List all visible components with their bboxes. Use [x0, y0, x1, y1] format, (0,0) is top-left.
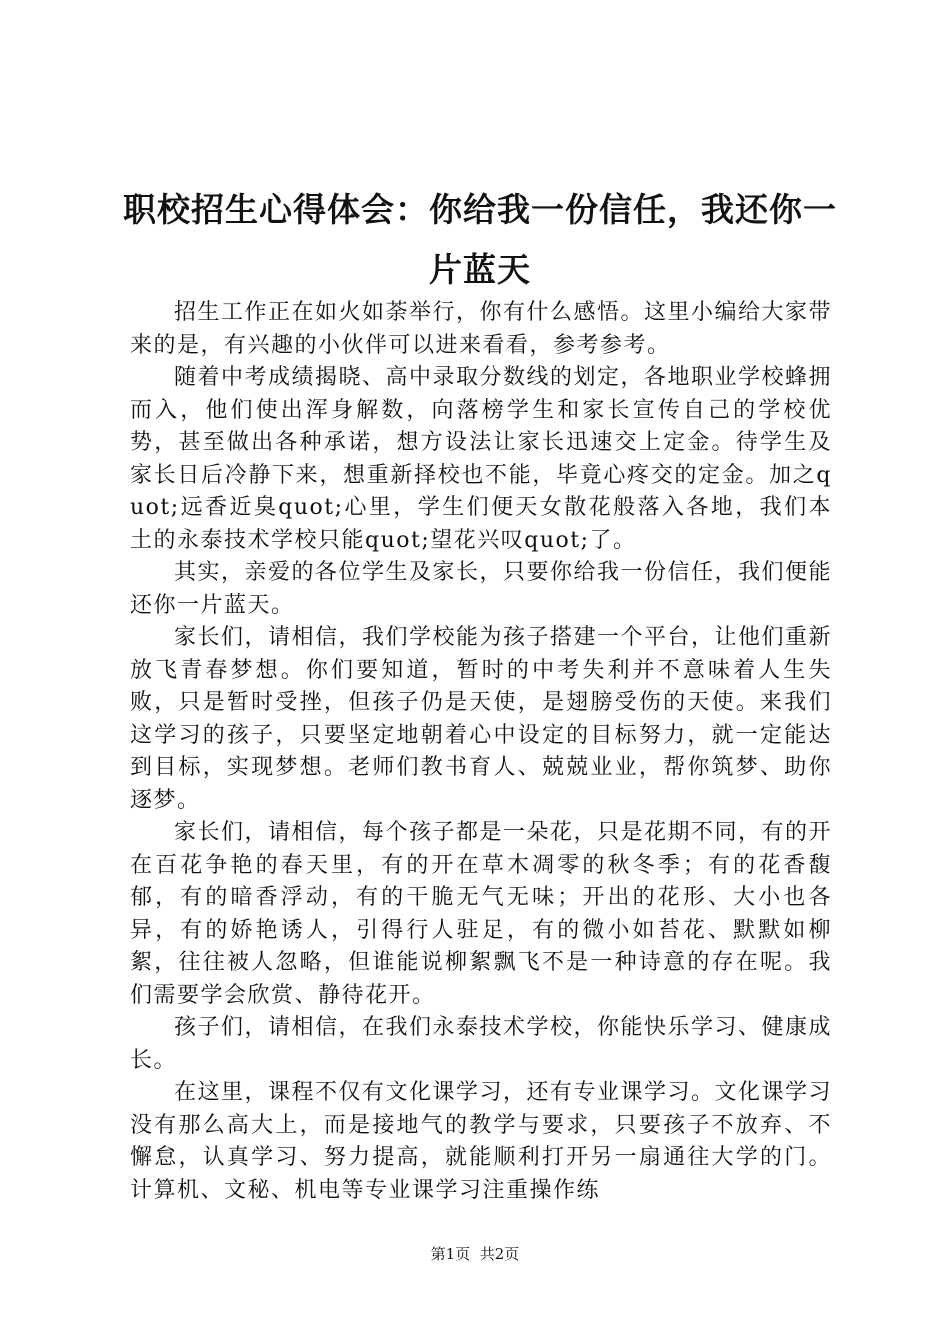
paragraph-7: 在这里，课程不仅有文化课学习，还有专业课学习。文化课学习没有那么高大上，而是接地气的教学与要求，只要孩子不放弃、不懈怠，认真学习、努力提高，就能顺利打开另一扇通往大学的门。计算机、文秘、机电等专业课学习注重操作练: [130, 1080, 833, 1203]
footer-spacer: [470, 1245, 480, 1263]
paragraph-1: 招生工作正在如火如荼举行，你有什么感悟。这里小编给大家带来的是，有兴趣的小伙伴可以进来看看，参考参考。: [130, 300, 833, 358]
paragraph-4: 家长们，请相信，我们学校能为孩子搭建一个平台，让他们重新放飞青春梦想。你们要知道，暂时的中考失利并不意味着人生失败，只是暂时受挫，但孩子仍是天使，是翅膀受伤的天使。来我们这学习的孩子，只要坚定地朝着心中设定的目标努力，就一定能达到目标，实现梦想。老师们教书育人、兢兢业业，帮你筑梦、助你逐梦。: [130, 625, 833, 813]
page-title: 职校招生心得体会：你给我一份信任，我还你一片蓝天: [123, 190, 837, 289]
document-body: [130, 297, 832, 1207]
paragraph-6: 孩子们，请相信，在我们永泰技术学校，你能快乐学习、健康成长。: [130, 1015, 833, 1073]
paragraph-3: 其实，亲爱的各位学生及家长，只要你给我一份信任，我们便能还你一片蓝天。: [130, 560, 833, 618]
page-total: 共2页: [479, 1245, 520, 1263]
page-footer: [0, 1244, 950, 1264]
paragraph-2: 随着中考成绩揭晓、高中录取分数线的划定，各地职业学校蜂拥而入，他们使出浑身解数，向落榜学生和家长宣传自己的学校优势，甚至做出各种承诺，想方设法让家长迅速交上定金。待学生及家长日后冷静下来，想重新择校也不能，毕竟心疼交的定金。加之quot;远香近臭quot;心里，学生们便天女散花般落入各地，我们本土的永泰技术学校只能quot;望花兴叹quot;了。: [130, 365, 833, 553]
page-number: 第1页: [430, 1245, 471, 1263]
paragraph-5: 家长们，请相信，每个孩子都是一朵花，只是花期不同，有的开在百花争艳的春天里，有的开在草木凋零的秋冬季；有的花香馥郁，有的暗香浮动，有的干脆无气无味；开出的花形、大小也各异，有的娇艳诱人，引得行人驻足，有的微小如苔花、默默如柳絮，往往被人忽略，但谁能说柳絮飘飞不是一种诗意的存在呢。我们需要学会欣赏、静待花开。: [130, 820, 833, 1008]
